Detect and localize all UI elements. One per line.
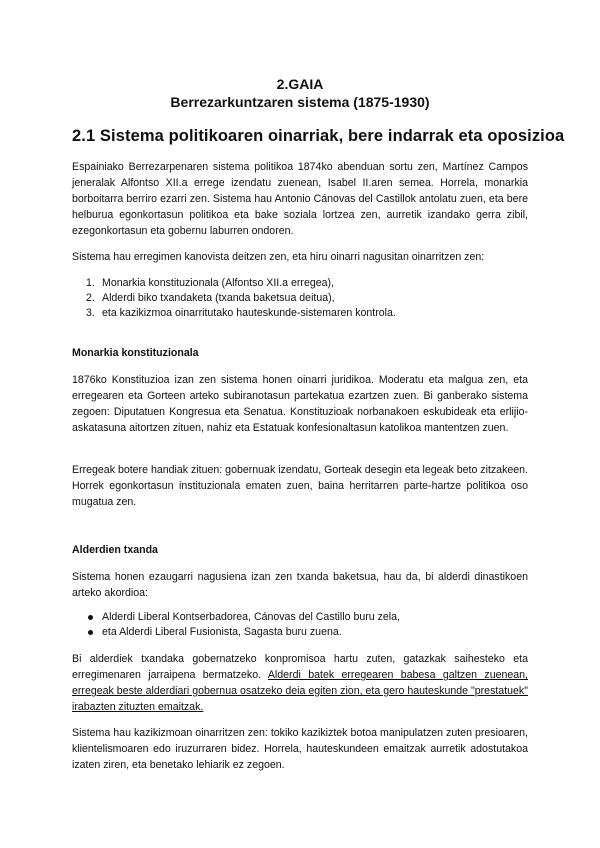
paragraph-caciquism: Sistema hau kazikizmoan oinarritzen zen: tokiko kazikiztek botoa manipulatzen zuten presioaren, klientelismoaren edo iruzurraren bidez. Horrela, hauteskundeen emaitzak aurretik adostutakoa izaten ziren, eta benetako lehiarik ez zegoen. [72, 727, 528, 771]
bullet-icon [88, 630, 93, 635]
list-item [72, 625, 528, 640]
bullet-list [72, 610, 528, 640]
section-heading: 2.1 Sistema politikoaren oinarriak, bere indarrak eta oposizioa [72, 127, 565, 145]
bullet-icon [88, 615, 93, 620]
list-number: 3. [86, 307, 95, 319]
list-item [72, 306, 528, 321]
subheading-alderdien: Alderdien txanda [72, 544, 158, 556]
list-item [72, 291, 528, 306]
paragraph-txanda: Sistema honen ezaugarri nagusiena izan zen txanda baketsua, hau da, bi alderdi dinastikoen arteko akordioa: [72, 571, 528, 599]
list-text: eta Alderdi Liberal Fusionista, Sagasta buru zuena. [102, 626, 342, 638]
subheading-monarkia: Monarkia konstituzionala [72, 347, 199, 359]
paragraph-parties [72, 651, 528, 715]
list-text: Monarkia konstituzionala (Alfontso XII.a erregea), [102, 277, 335, 289]
list-number: 2. [86, 292, 95, 304]
numbered-list [72, 276, 528, 321]
paragraph-intro: Espainiako Berrezarpenaren sistema politikoa 1874ko abenduan sortu zen, Martínez Campos jeneralak Alfontso XII.a errege izendatu zuenean, Isabel II.aren semea. Horrela, monarkia borboitarra berriro ezarri zen. Sistema hau Antonio Cánovas del Castillok antolatu zuen, eta bere helburua egonkortasun politikoa eta bake soziala lortzea zen, aurretik izandako gerra zibil, ezegonkortasun eta gobernu laburren ondoren. [72, 161, 528, 237]
chapter-number: 2.GAIA [276, 76, 324, 92]
paragraph-constitution: 1876ko Konstituzioa izan zen sistema honen oinarri juridikoa. Moderatu eta malgua zen, eta erregearen eta Gorteen arteko subiranotasun partekatua ezartzen zuen. Bi ganberako sistema zegoen: Diputatuen Kongresua eta Senatua. Konstituzioak norbanakoen eskubideak eta erlijio-askatasuna aitortzen zituen, nahiz eta Estatuak konfesionaltasun katolikoa mantentzen zuen. [72, 374, 528, 434]
paragraph-text: Bi alderdiek txandaka gobernatzeko konpromisoa hartu zuten, gatazkak saihesteko eta erregimenaren jarraipena bermatzeko. [72, 653, 528, 681]
list-text: eta kazikizmoa oinarritutako hauteskunde-sistemaren kontrola. [102, 307, 396, 319]
paragraph-king-powers: Erregeak botere handiak zituen: gobernuak izendatu, Gorteak desegin eta legeak beto zitzakeen. Horrek egonkortasun instituzionala ematen zuen, baina herritarren parte-hartze politikoa oso mugatua zen. [72, 464, 528, 508]
underlined-text: Alderdi batek erregearen babesa galtzen zuenean, erregeak beste alderdiari gobernua osatzeko deia egiten zion, eta gero hauteskunde "prestatuek" irabazten zituzten emaitzak. [72, 669, 528, 713]
list-item [72, 610, 528, 625]
list-number: 1. [86, 277, 95, 289]
chapter-title: Berrezarkuntzaren sistema (1875-1930) [170, 94, 430, 110]
list-item [72, 276, 528, 291]
paragraph-system: Sistema hau erregimen kanovista deitzen zen, eta hiru oinarri nagusitan oinarritzen zen: [72, 251, 485, 263]
list-text: Alderdi Liberal Kontserbadorea, Cánovas del Castillo buru zela, [102, 611, 400, 623]
list-text: Alderdi biko txandaketa (txanda baketsua deitua), [102, 292, 335, 304]
